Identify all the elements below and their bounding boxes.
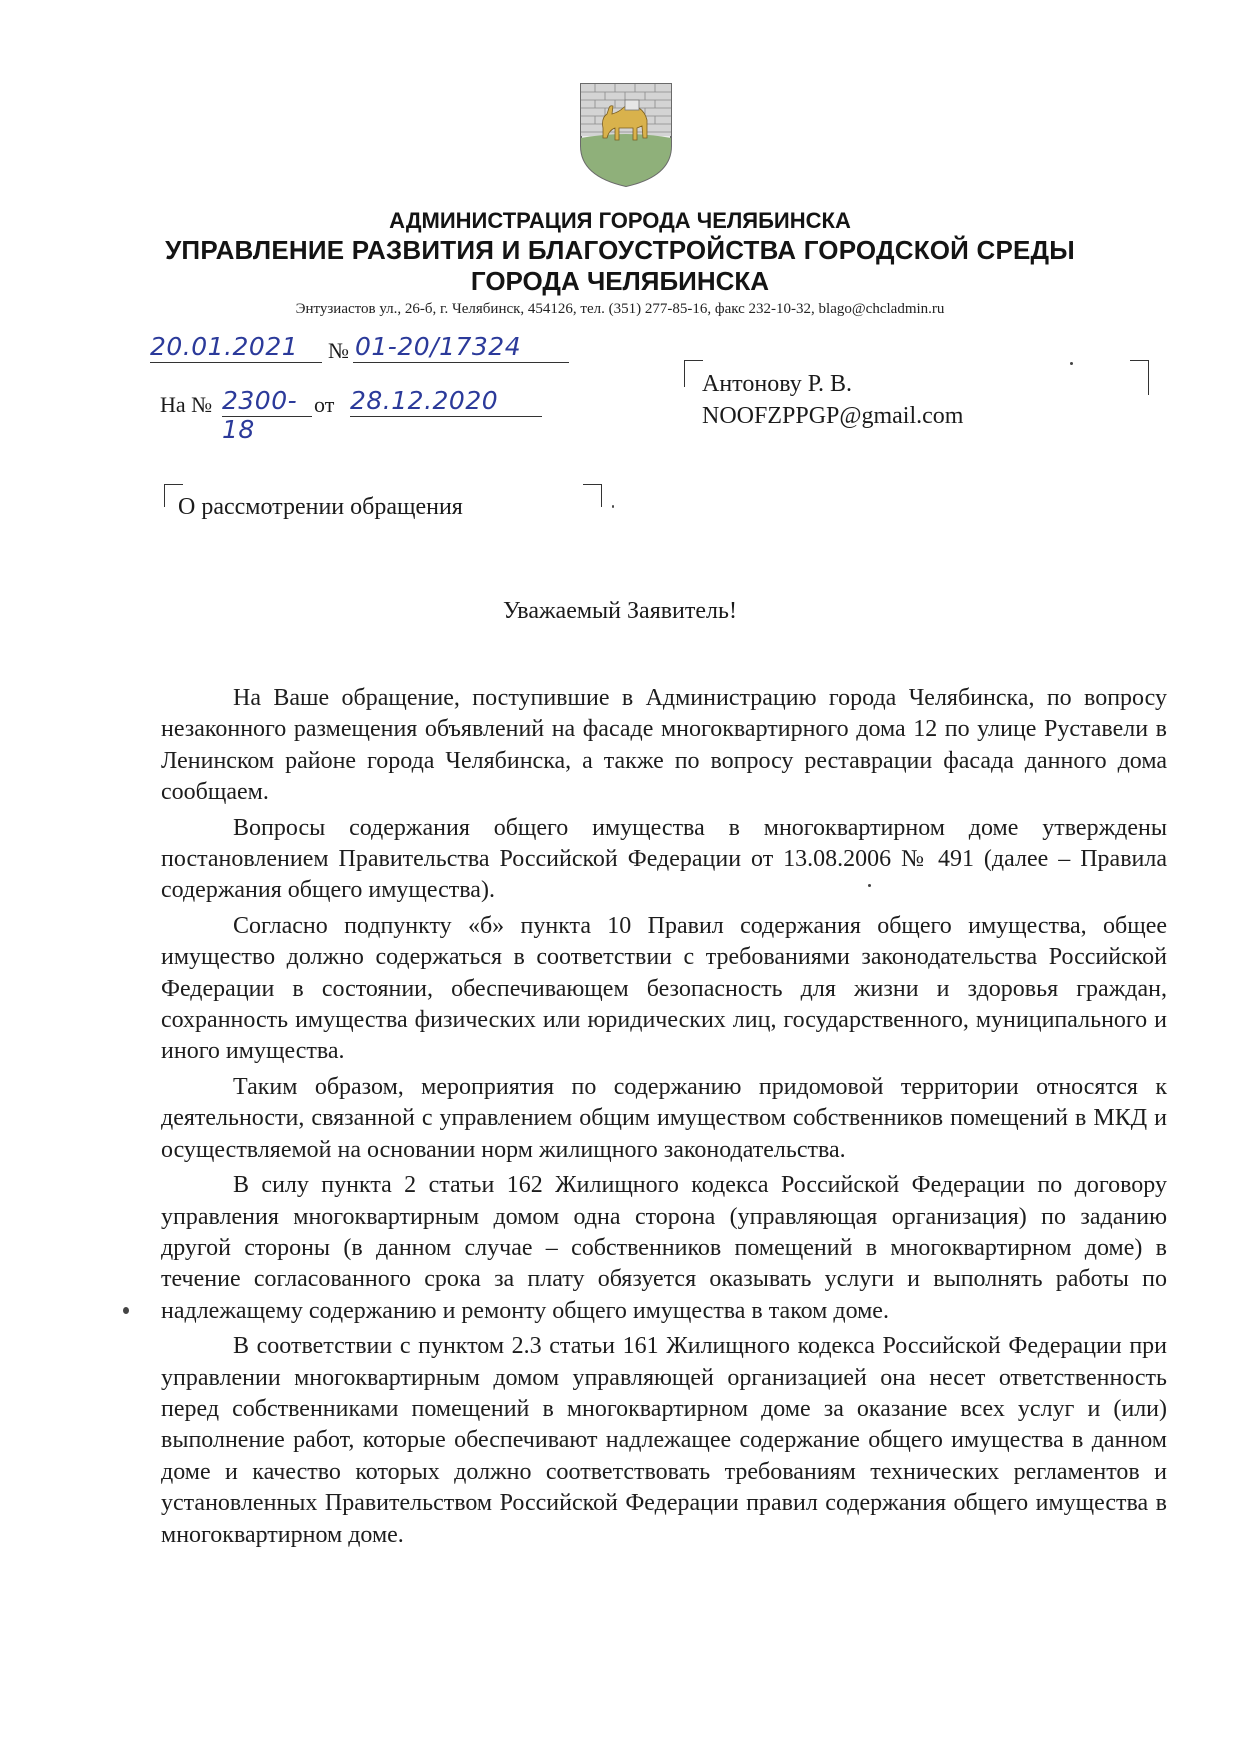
organization-name: АДМИНИСТРАЦИЯ ГОРОДА ЧЕЛЯБИНСКА <box>389 208 851 233</box>
scan-speck <box>868 884 871 887</box>
reference-from-label: от <box>314 392 335 417</box>
letter-body <box>161 683 1167 1551</box>
outgoing-date: 20.01.2021 <box>150 332 299 361</box>
reference-date: 28.12.2020 <box>350 386 499 415</box>
organization-address: Энтузиастов ул., 26-б, г. Челябинск, 454126, тел. (351) 277-85-16, факс 232-10-32, blago@chcladmin.ru <box>295 301 945 317</box>
paragraph: Вопросы содержания общего имущества в многоквартирном доме утверждены постановлением Правительства Российской Федерации от 13.08.2006 № 491 (далее – Правила содержания общего имущества). <box>161 814 1167 904</box>
letter-subject: О рассмотрении обращения <box>178 494 463 520</box>
registration-line <box>150 332 570 366</box>
chelyabinsk-coat-of-arms-icon <box>575 78 677 190</box>
reference-line <box>150 386 570 444</box>
addressee-name: Антонову Р. В. <box>702 371 853 397</box>
reference-number: 2300-18 <box>222 386 298 444</box>
addressee-corner-right <box>1130 360 1149 395</box>
greeting: Уважаемый Заявитель! <box>503 598 737 624</box>
addressee-block <box>702 368 963 432</box>
subject-corner-right <box>583 484 602 507</box>
scan-speck <box>123 1307 129 1314</box>
department-city: ГОРОДА ЧЕЛЯБИНСКА <box>470 266 770 296</box>
outgoing-number: 01-20/17324 <box>355 332 522 361</box>
paragraph: Таким образом, мероприятия по содержанию придомовой территории относятся к деятельности, связанной с управлением общим имуществом собственников помещений в МКД и осуществляемой на основании норм жилищного законодательства. <box>161 1073 1167 1163</box>
addressee-corner-left <box>684 360 703 387</box>
scan-speck <box>612 505 614 508</box>
paragraph: В силу пункта 2 статьи 162 Жилищного кодекса Российской Федерации по договору управления многоквартирным домом одна сторона (управляющая организация) по заданию другой стороны (в данном случае – собственников помещений в многоквартирном доме) в течение согласованного срока за плату обязуется оказывать услуги и выполнять работы по надлежащему содержанию и ремонту общего имущества в таком доме. <box>161 1172 1167 1324</box>
paragraph: На Ваше обращение, поступившие в Администрацию города Челябинска, по вопросу незаконного размещения объявлений на фасаде многоквартирного дома 12 по улице Руставели в Ленинском районе города Челябинска, а также по вопросу реставрации фасада данного дома сообщаем. <box>161 685 1167 806</box>
scan-speck <box>1070 362 1073 365</box>
department-name: УПРАВЛЕНИЕ РАЗВИТИЯ И БЛАГОУСТРОЙСТВА ГОРОДСКОЙ СРЕДЫ <box>165 235 1075 265</box>
addressee-email: NOOFZPPGP@gmail.com <box>702 403 964 429</box>
paragraph: Согласно подпункту «б» пункта 10 Правил содержания общего имущества, общее имущество должно содержаться в соответствии с требованиями законодательства Российской Федерации в состоянии, обеспечивающем безопасность для жизни и здоровья граждан, сохранность имущества физических или юридических лиц, государственного, муниципального и иного имущества. <box>161 912 1167 1065</box>
number-label: № <box>328 338 349 363</box>
paragraph: В соответствии с пунктом 2.3 статьи 161 Жилищного кодекса Российской Федерации при управлении многоквартирным домом управляющей организацией она несет ответственность перед собственниками помещений в многоквартирном доме за оказание всех услуг и (или) выполнение работ, которые обеспечивают надлежащее содержание общего имущества в данном доме и качество которых должно соответствовать требованиям технических регламентов и установленных Правительством Российской Федерации правил содержания общего имущества в многоквартирном доме. <box>161 1333 1167 1548</box>
reference-label: На № <box>160 392 213 417</box>
